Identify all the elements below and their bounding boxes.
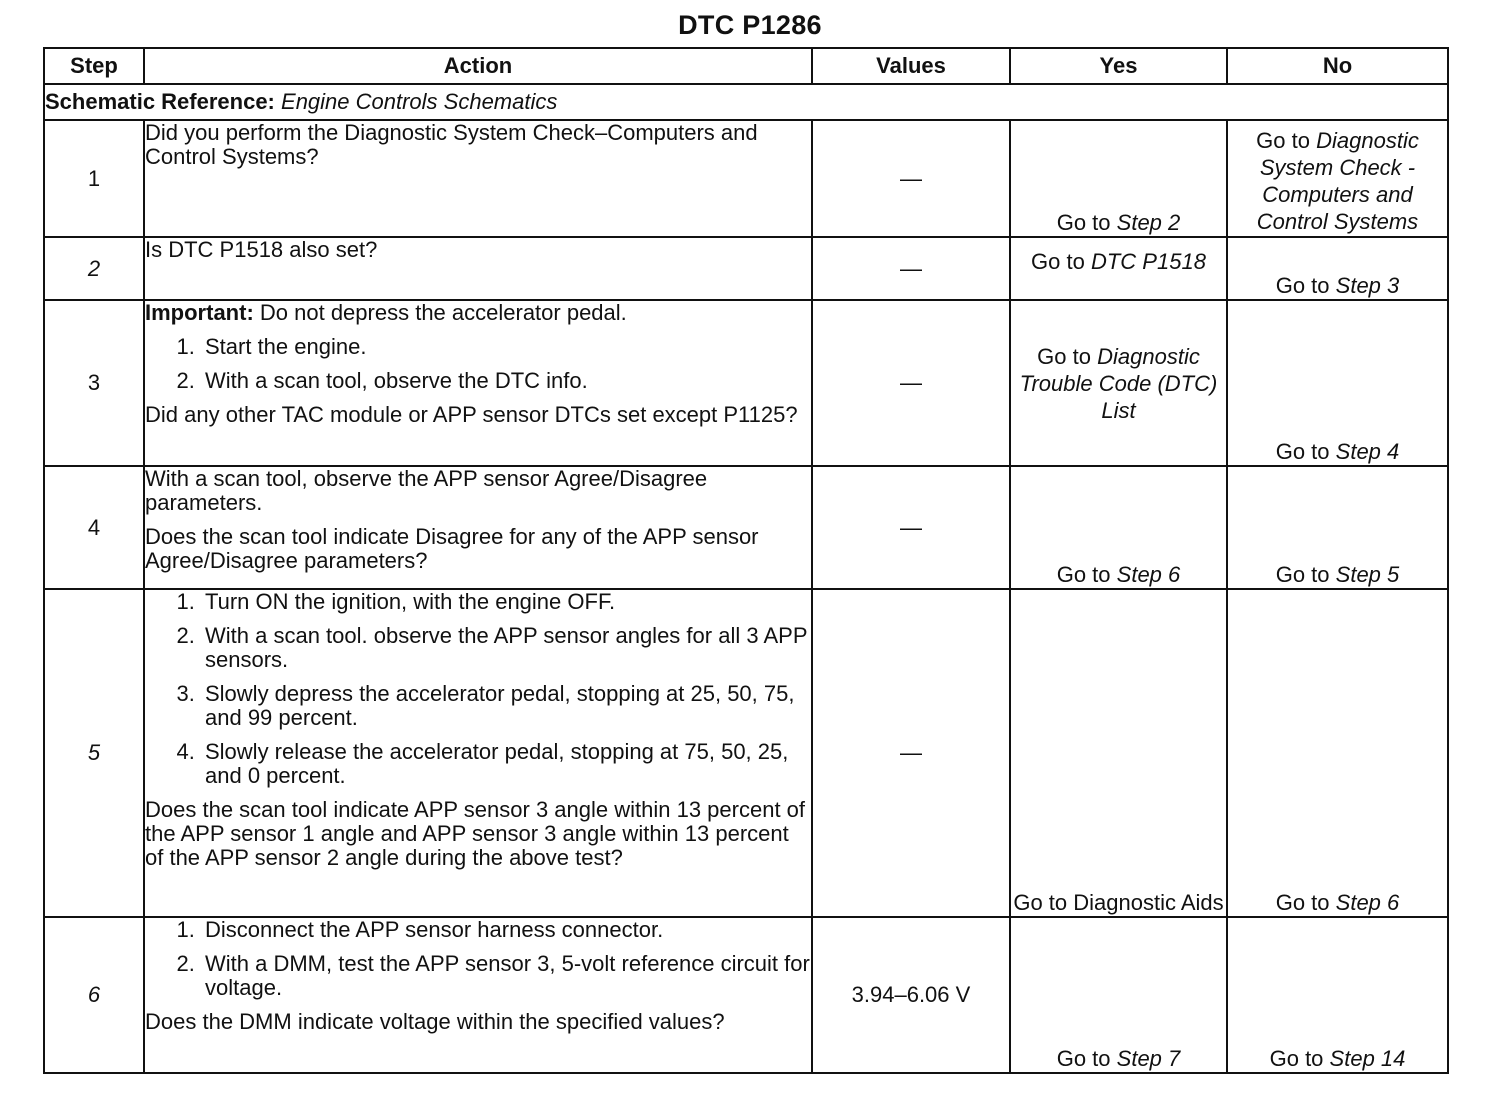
yes-cell[interactable]: Go to Diagnostic Trouble Code (DTC) List bbox=[1010, 300, 1227, 466]
column-header-action: Action bbox=[144, 48, 812, 84]
procedure-step: 1. Disconnect the APP sensor harness connector. bbox=[201, 918, 811, 942]
no-cell[interactable]: Go to Step 4 bbox=[1227, 300, 1448, 466]
action-text: Did you perform the Diagnostic System Check–Computers and Control Systems? bbox=[145, 120, 758, 169]
yes-ref-link[interactable]: Step 2 bbox=[1116, 210, 1181, 235]
diagnostic-table bbox=[43, 47, 1449, 1074]
step-number: 1 bbox=[44, 120, 144, 237]
values-cell: 3.94–6.06 V bbox=[812, 917, 1010, 1073]
action-text: With a scan tool, observe the APP sensor Agree/Disagree parameters. bbox=[145, 466, 708, 515]
yes-ref-link[interactable]: Diagnostic Trouble Code (DTC) List bbox=[1019, 343, 1218, 423]
yes-ref-link[interactable]: Step 7 bbox=[1116, 1046, 1181, 1071]
no-cell[interactable]: Go to Step 5 bbox=[1227, 466, 1448, 589]
header-row bbox=[44, 48, 1448, 84]
values-cell: — bbox=[812, 120, 1010, 237]
schematic-reference-link[interactable]: Engine Controls Schematics bbox=[281, 89, 558, 114]
question-text: Did any other TAC module or APP sensor DTCs set except P1125? bbox=[145, 402, 798, 427]
yes-cell[interactable]: Go to DTC P1518 bbox=[1010, 237, 1227, 300]
action-cell bbox=[144, 589, 812, 917]
action-cell bbox=[144, 466, 812, 589]
no-cell[interactable]: Go to Step 3 bbox=[1227, 237, 1448, 300]
table-row bbox=[44, 237, 1448, 300]
yes-cell[interactable]: Go to Step 7 bbox=[1010, 917, 1227, 1073]
column-header-values: Values bbox=[812, 48, 1010, 84]
no-ref-link[interactable]: Step 4 bbox=[1335, 439, 1400, 464]
schematic-reference-row bbox=[44, 84, 1448, 120]
procedure-step: 2. With a scan tool. observe the APP sensor angles for all 3 APP sensors. bbox=[201, 624, 811, 672]
table-row bbox=[44, 466, 1448, 589]
step-number: 5 bbox=[44, 589, 144, 917]
question-text: Does the scan tool indicate APP sensor 3 angle within 13 percent of the APP sensor 1 angle and APP sensor 3 angle within 13 percent of the APP sensor 2 angle during the above test? bbox=[145, 797, 806, 870]
procedure-step: 4. Slowly release the accelerator pedal, stopping at 75, 50, 25, and 0 percent. bbox=[201, 740, 811, 788]
no-ref-link[interactable]: Step 14 bbox=[1329, 1046, 1406, 1071]
no-cell[interactable]: Go to Diagnostic System Check - Computers and Control Systems bbox=[1227, 120, 1448, 237]
no-cell[interactable]: Go to Step 14 bbox=[1227, 917, 1448, 1073]
question-text: Does the scan tool indicate Disagree for any of the APP sensor Agree/Disagree parameters? bbox=[145, 524, 759, 573]
table-row bbox=[44, 120, 1448, 237]
values-cell: — bbox=[812, 300, 1010, 466]
procedure-list bbox=[145, 918, 811, 1000]
no-ref-link[interactable]: Step 3 bbox=[1335, 273, 1400, 298]
table-row bbox=[44, 589, 1448, 917]
action-cell bbox=[144, 300, 812, 466]
column-header-yes: Yes bbox=[1010, 48, 1227, 84]
yes-cell[interactable]: Go to Step 2 bbox=[1010, 120, 1227, 237]
yes-cell[interactable] bbox=[1010, 589, 1227, 917]
column-header-step: Step bbox=[44, 48, 144, 84]
step-number: 6 bbox=[44, 917, 144, 1073]
yes-ref-link[interactable]: DTC P1518 bbox=[1090, 249, 1206, 274]
yes-ref-link[interactable]: Go to Diagnostic Aids bbox=[1013, 890, 1224, 915]
no-cell[interactable]: Go to Step 6 bbox=[1227, 589, 1448, 917]
column-header-no: No bbox=[1227, 48, 1448, 84]
procedure-list bbox=[145, 590, 811, 788]
yes-ref-link[interactable]: Step 6 bbox=[1116, 562, 1181, 587]
question-text: Does the DMM indicate voltage within the specified values? bbox=[145, 1009, 725, 1034]
no-ref-link[interactable]: Diagnostic System Check - Computers and Control Systems bbox=[1256, 128, 1419, 234]
procedure-list bbox=[145, 335, 811, 393]
yes-cell[interactable]: Go to Step 6 bbox=[1010, 466, 1227, 589]
procedure-step: 1. Turn ON the ignition, with the engine OFF. bbox=[201, 590, 811, 614]
action-cell bbox=[144, 237, 812, 300]
procedure-step: 1. Start the engine. bbox=[201, 335, 811, 359]
procedure-step: 3. Slowly depress the accelerator pedal, stopping at 25, 50, 75, and 99 percent. bbox=[201, 682, 811, 730]
schematic-reference bbox=[44, 84, 1448, 120]
values-cell: — bbox=[812, 466, 1010, 589]
step-number: 2 bbox=[44, 237, 144, 300]
no-ref-link[interactable]: Step 5 bbox=[1335, 562, 1400, 587]
values-cell: — bbox=[812, 589, 1010, 917]
table-row bbox=[44, 917, 1448, 1073]
page-title: DTC P1286 bbox=[678, 10, 822, 40]
important-label: Important: bbox=[145, 300, 254, 325]
action-cell bbox=[144, 917, 812, 1073]
schematic-reference-label: Schematic Reference: bbox=[45, 89, 275, 114]
action-cell bbox=[144, 120, 812, 237]
values-cell: — bbox=[812, 237, 1010, 300]
no-ref-link[interactable]: Step 6 bbox=[1335, 890, 1400, 915]
action-text: Is DTC P1518 also set? bbox=[145, 237, 378, 262]
step-number: 4 bbox=[44, 466, 144, 589]
procedure-step: 2. With a DMM, test the APP sensor 3, 5-volt reference circuit for voltage. bbox=[201, 952, 811, 1000]
procedure-step: 2. With a scan tool, observe the DTC info. bbox=[201, 369, 811, 393]
table-row bbox=[44, 300, 1448, 466]
step-number: 3 bbox=[44, 300, 144, 466]
important-note: Important: Do not depress the accelerator pedal. bbox=[145, 300, 627, 325]
